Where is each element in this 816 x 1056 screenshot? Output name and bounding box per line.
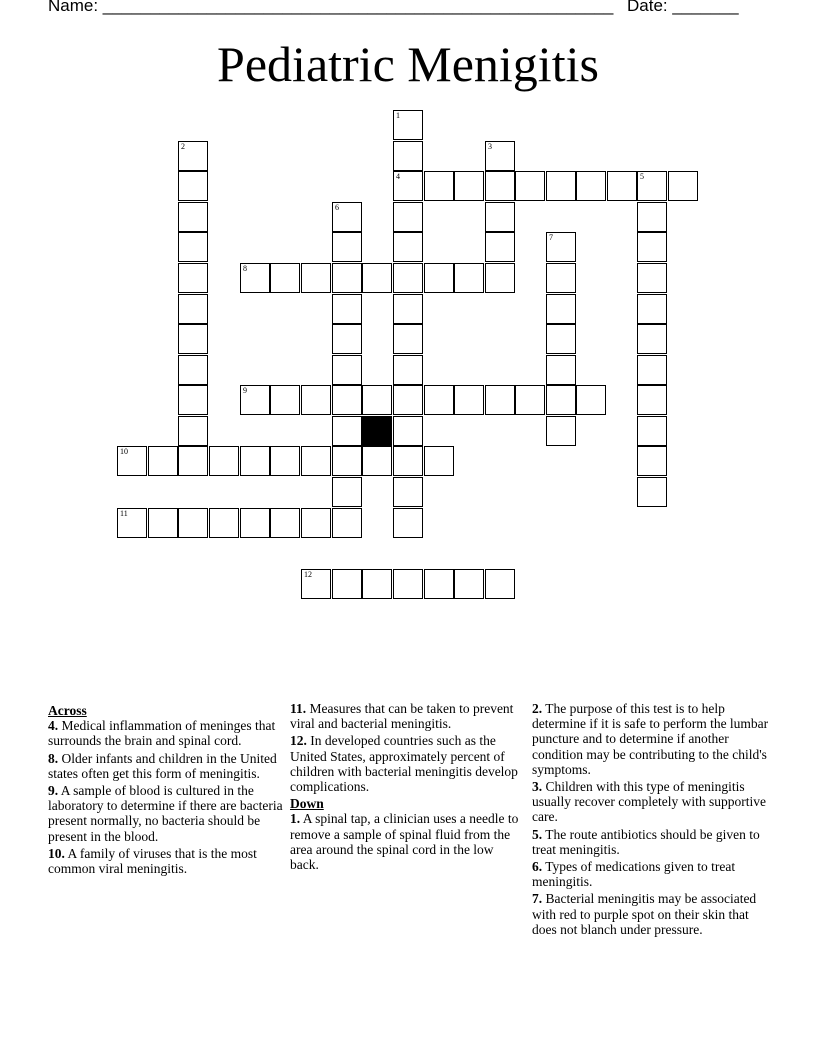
grid-cell[interactable] bbox=[332, 202, 362, 232]
grid-cell[interactable] bbox=[546, 171, 576, 201]
name-field-label: Name: ______________________________________________________ bbox=[48, 0, 614, 15]
grid-cell[interactable] bbox=[332, 416, 362, 446]
grid-cell[interactable] bbox=[301, 446, 331, 476]
grid-cell[interactable] bbox=[637, 263, 667, 293]
grid-cell[interactable] bbox=[178, 355, 208, 385]
cell-number: 7 bbox=[549, 233, 553, 242]
grid-cell[interactable] bbox=[332, 385, 362, 415]
grid-cell[interactable] bbox=[576, 385, 606, 415]
grid-cell[interactable] bbox=[240, 385, 270, 415]
grid-cell[interactable] bbox=[393, 508, 423, 538]
grid-cell[interactable] bbox=[393, 385, 423, 415]
grid-cell[interactable] bbox=[301, 385, 331, 415]
grid-cell[interactable] bbox=[178, 202, 208, 232]
grid-cell[interactable] bbox=[424, 171, 454, 201]
grid-cell[interactable] bbox=[332, 263, 362, 293]
grid-cell[interactable] bbox=[270, 508, 300, 538]
grid-cell[interactable] bbox=[240, 263, 270, 293]
grid-cell[interactable] bbox=[362, 385, 392, 415]
grid-cell[interactable] bbox=[178, 141, 208, 171]
clue-number: 10. bbox=[48, 845, 65, 861]
grid-cell[interactable] bbox=[637, 385, 667, 415]
grid-cell[interactable] bbox=[393, 294, 423, 324]
grid-cell[interactable] bbox=[454, 569, 484, 599]
grid-cell[interactable] bbox=[178, 232, 208, 262]
clue-down-6 bbox=[532, 859, 772, 889]
clue-text: A spinal tap, a clinician uses a needle to remove a sample of spinal fluid from the area around the spinal cord in the low back. bbox=[290, 811, 519, 873]
grid-cell[interactable] bbox=[393, 446, 423, 476]
grid-cell[interactable] bbox=[424, 446, 454, 476]
cell-number: 3 bbox=[488, 142, 492, 151]
grid-cell[interactable] bbox=[270, 263, 300, 293]
grid-cell[interactable] bbox=[546, 294, 576, 324]
grid-cell[interactable] bbox=[515, 171, 545, 201]
clue-number: 12. bbox=[290, 733, 307, 749]
grid-cell[interactable] bbox=[637, 477, 667, 507]
clue-number: 5. bbox=[532, 826, 543, 842]
cell-number: 9 bbox=[243, 386, 247, 395]
grid-cell[interactable] bbox=[178, 508, 208, 538]
clue-across-10 bbox=[48, 846, 284, 876]
grid-cell[interactable] bbox=[485, 569, 515, 599]
grid-cell[interactable] bbox=[454, 385, 484, 415]
clue-text: Bacterial meningitis may be associated with red to purple spot on their skin that does not blanch under pressure. bbox=[532, 891, 757, 937]
grid-cell[interactable] bbox=[576, 171, 606, 201]
grid-cell[interactable] bbox=[546, 263, 576, 293]
grid-cell[interactable] bbox=[393, 141, 423, 171]
clue-text: The route antibiotics should be given to treat meningitis. bbox=[532, 826, 760, 857]
grid-cell[interactable] bbox=[178, 263, 208, 293]
cell-number: 4 bbox=[396, 172, 400, 181]
grid-cell[interactable] bbox=[546, 232, 576, 262]
clue-text: A sample of blood is cultured in the laboratory to determine if there are bacteria present normally, no bacteria should be present in the blood. bbox=[48, 783, 283, 844]
grid-cell[interactable] bbox=[148, 508, 178, 538]
grid-cell[interactable] bbox=[332, 446, 362, 476]
grid-cell[interactable] bbox=[178, 324, 208, 354]
grid-cell[interactable] bbox=[332, 232, 362, 262]
cell-number: 6 bbox=[335, 203, 339, 212]
grid-cell[interactable] bbox=[270, 446, 300, 476]
grid-cell[interactable] bbox=[637, 202, 667, 232]
grid-cell[interactable] bbox=[393, 202, 423, 232]
clue-text: Types of medications given to treat meningitis. bbox=[532, 859, 736, 890]
grid-cell[interactable] bbox=[148, 446, 178, 476]
grid-cell[interactable] bbox=[332, 477, 362, 507]
clue-number: 1. bbox=[290, 811, 301, 827]
grid-cell[interactable] bbox=[546, 355, 576, 385]
grid-cell[interactable] bbox=[637, 355, 667, 385]
clue-down-2 bbox=[532, 701, 772, 777]
clue-text: Medical inflammation of meninges that surrounds the brain and spinal cord. bbox=[48, 718, 276, 749]
clue-down-3 bbox=[532, 779, 772, 825]
grid-cell[interactable] bbox=[393, 263, 423, 293]
grid-cell[interactable] bbox=[424, 385, 454, 415]
clue-text: Children with this type of meningitis usually recover completely with supportive care. bbox=[532, 779, 766, 825]
grid-cell[interactable] bbox=[637, 416, 667, 446]
cell-number: 5 bbox=[640, 172, 644, 181]
grid-cell[interactable] bbox=[454, 171, 484, 201]
grid-cell[interactable] bbox=[393, 569, 423, 599]
grid-cell[interactable] bbox=[301, 263, 331, 293]
cell-number: 12 bbox=[304, 570, 312, 579]
grid-cell[interactable] bbox=[270, 385, 300, 415]
clue-number: 8. bbox=[48, 750, 59, 766]
grid-cell[interactable] bbox=[546, 416, 576, 446]
black-square bbox=[362, 416, 392, 446]
grid-cell[interactable] bbox=[178, 416, 208, 446]
grid-cell[interactable] bbox=[546, 324, 576, 354]
date-field-label: Date: _______ bbox=[627, 0, 739, 15]
grid-cell[interactable] bbox=[393, 171, 423, 201]
grid-cell[interactable] bbox=[117, 446, 147, 476]
grid-cell[interactable] bbox=[637, 294, 667, 324]
across-heading: Across bbox=[48, 703, 87, 718]
clue-down-5 bbox=[532, 827, 772, 857]
grid-cell[interactable] bbox=[178, 294, 208, 324]
grid-cell[interactable] bbox=[668, 171, 698, 201]
clue-text: In developed countries such as the United States, approximately percent of children with bacterial meningitis develop complications. bbox=[290, 733, 518, 795]
clue-down-7 bbox=[532, 891, 772, 937]
grid-cell[interactable] bbox=[424, 263, 454, 293]
clue-across-4 bbox=[48, 718, 284, 748]
clue-number: 2. bbox=[532, 701, 543, 716]
clue-text: The purpose of this test is to help determine if it is safe to perform the lumbar puncture and to determine if another condition may be contributing to the child's symptoms. bbox=[532, 701, 769, 777]
clue-across-8 bbox=[48, 751, 284, 781]
grid-cell[interactable] bbox=[424, 569, 454, 599]
clue-number: 7. bbox=[532, 891, 543, 907]
clue-number: 11. bbox=[290, 701, 307, 716]
clues-column-2 bbox=[290, 701, 522, 874]
clue-text: Measures that can be taken to prevent viral and bacterial meningitis. bbox=[290, 701, 514, 732]
clue-across-11 bbox=[290, 701, 522, 731]
grid-cell[interactable] bbox=[362, 446, 392, 476]
page-title: Pediatric Menigitis bbox=[217, 36, 599, 92]
clue-number: 3. bbox=[532, 779, 543, 795]
clues-column-1 bbox=[48, 701, 284, 878]
cell-number: 11 bbox=[120, 509, 128, 518]
grid-cell[interactable] bbox=[393, 110, 423, 140]
grid-cell[interactable] bbox=[332, 569, 362, 599]
clue-text: Older infants and children in the United states often get this form of meningitis. bbox=[48, 750, 277, 781]
clue-number: 6. bbox=[532, 859, 543, 875]
grid-cell[interactable] bbox=[393, 416, 423, 446]
grid-cell[interactable] bbox=[362, 263, 392, 293]
grid-cell[interactable] bbox=[240, 446, 270, 476]
cell-number: 1 bbox=[396, 111, 400, 120]
clue-across-12 bbox=[290, 733, 522, 794]
grid-cell[interactable] bbox=[209, 508, 239, 538]
grid-cell[interactable] bbox=[393, 477, 423, 507]
grid-cell[interactable] bbox=[332, 294, 362, 324]
grid-cell[interactable] bbox=[178, 446, 208, 476]
grid-cell[interactable] bbox=[637, 232, 667, 262]
grid-cell[interactable] bbox=[178, 385, 208, 415]
grid-cell[interactable] bbox=[362, 569, 392, 599]
grid-cell[interactable] bbox=[485, 141, 515, 171]
grid-cell[interactable] bbox=[485, 385, 515, 415]
grid-cell[interactable] bbox=[637, 446, 667, 476]
clue-down-1 bbox=[290, 811, 522, 872]
grid-cell[interactable] bbox=[515, 385, 545, 415]
clues-column-3 bbox=[532, 701, 772, 939]
cell-number: 2 bbox=[181, 142, 185, 151]
grid-cell[interactable] bbox=[485, 263, 515, 293]
grid-cell[interactable] bbox=[240, 508, 270, 538]
grid-cell[interactable] bbox=[332, 324, 362, 354]
down-heading: Down bbox=[290, 796, 324, 812]
grid-cell[interactable] bbox=[637, 324, 667, 354]
cell-number: 8 bbox=[243, 264, 247, 273]
grid-cell[interactable] bbox=[393, 232, 423, 262]
grid-cell[interactable] bbox=[301, 569, 331, 599]
grid-cell[interactable] bbox=[332, 508, 362, 538]
grid-cell[interactable] bbox=[209, 446, 239, 476]
clue-text: A family of viruses that is the most common viral meningitis. bbox=[48, 845, 257, 877]
grid-cell[interactable] bbox=[546, 385, 576, 415]
grid-cell[interactable] bbox=[301, 508, 331, 538]
grid-cell[interactable] bbox=[393, 324, 423, 354]
grid-cell[interactable] bbox=[485, 171, 515, 201]
clue-number: 9. bbox=[48, 783, 59, 799]
grid-cell[interactable] bbox=[332, 355, 362, 385]
grid-cell[interactable] bbox=[117, 508, 147, 538]
grid-cell[interactable] bbox=[607, 171, 637, 201]
grid-cell[interactable] bbox=[454, 263, 484, 293]
grid-cell[interactable] bbox=[178, 171, 208, 201]
grid-cell[interactable] bbox=[485, 202, 515, 232]
clue-number: 4. bbox=[48, 718, 59, 734]
grid-cell[interactable] bbox=[485, 232, 515, 262]
grid-cell[interactable] bbox=[637, 171, 667, 201]
cell-number: 10 bbox=[120, 447, 128, 456]
clue-across-9 bbox=[48, 783, 284, 844]
grid-cell[interactable] bbox=[393, 355, 423, 385]
